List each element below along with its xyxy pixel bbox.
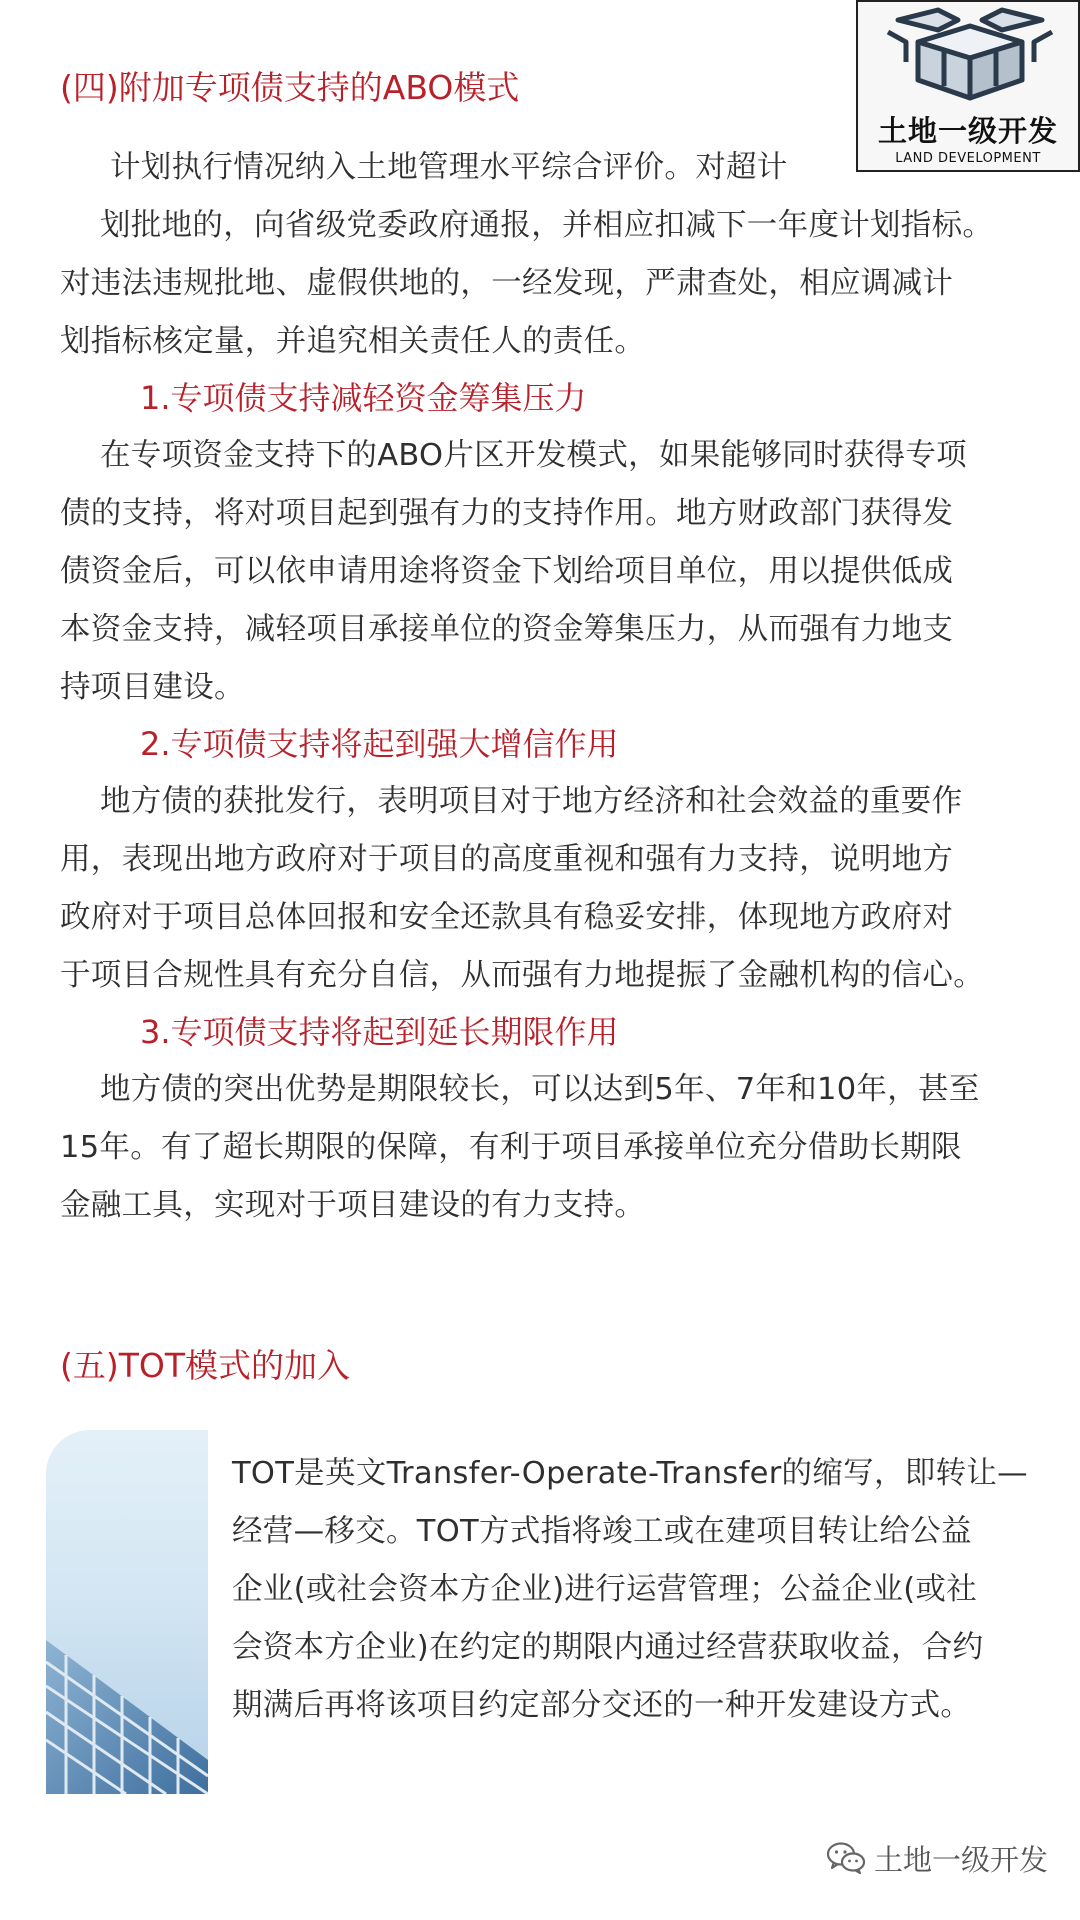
paragraph-line: 本资金支持，减轻项目承接单位的资金筹集压力，从而强有力地支	[60, 612, 954, 647]
paragraph-line: 会资本方企业)在约定的期限内通过经营获取收益，合约	[232, 1630, 984, 1665]
building-image	[46, 1430, 208, 1794]
section-5-heading: (五)TOT模式的加入	[60, 1346, 351, 1385]
account-watermark	[826, 1838, 1048, 1878]
section-4-heading: (四)附加专项债支持的ABO模式	[60, 68, 520, 107]
point-3-title: 3.专项债支持将起到延长期限作用	[140, 1013, 619, 1051]
paragraph-line: 对违法违规批地、虚假供地的，一经发现，严肃查处，相应调减计	[60, 266, 954, 301]
point-1-title: 1.专项债支持减轻资金筹集压力	[140, 379, 587, 417]
paragraph-line: 地方债的突出优势是期限较长，可以达到5年、7年和10年，甚至	[100, 1072, 980, 1107]
paragraph-line: 于项目合规性具有充分自信，从而强有力地提振了金融机构的信心。	[60, 958, 984, 993]
paragraph-line: 企业(或社会资本方企业)进行运营管理；公益企业(或社	[232, 1572, 977, 1607]
paragraph-line: 用，表现出地方政府对于项目的高度重视和强有力支持，说明地方	[60, 842, 954, 877]
paragraph-line: 在专项资金支持下的ABO片区开发模式，如果能够同时获得专项	[100, 438, 967, 473]
logo-emblem-icon	[858, 2, 1080, 114]
brand-logo	[856, 0, 1080, 172]
paragraph-line: 计划执行情况纳入土地管理水平综合评价。对超计	[110, 150, 788, 185]
wechat-icon	[826, 1841, 866, 1875]
paragraph-line: 划指标核定量，并追究相关责任人的责任。	[60, 324, 646, 359]
paragraph-line: TOT是英文Transfer-Operate-Transfer的缩写，即转让—	[232, 1456, 1028, 1491]
paragraph-line: 政府对于项目总体回报和安全还款具有稳妥安排，体现地方政府对	[60, 900, 954, 935]
logo-title: 土地一级开发	[877, 116, 1058, 148]
glass-building-illustration	[46, 1430, 208, 1794]
paragraph-line: 债的支持，将对项目起到强有力的支持作用。地方财政部门获得发	[60, 496, 954, 531]
account-name: 土地一级开发	[874, 1842, 1049, 1877]
paragraph-line: 15年。有了超长期限的保障，有利于项目承接单位充分借助长期限	[60, 1130, 962, 1165]
paragraph-line: 经营—移交。TOT方式指将竣工或在建项目转让给公益	[232, 1514, 972, 1549]
paragraph-line: 划批地的，向省级党委政府通报，并相应扣减下一年度计划指标。	[100, 208, 994, 243]
paragraph-line: 持项目建设。	[60, 670, 245, 705]
point-2-title: 2.专项债支持将起到强大增信作用	[140, 725, 619, 763]
paragraph-line: 期满后再将该项目约定部分交还的一种开发建设方式。	[232, 1688, 972, 1723]
paragraph-line: 金融工具，实现对于项目建设的有力支持。	[60, 1188, 646, 1223]
paragraph-line: 债资金后，可以依申请用途将资金下划给项目单位，用以提供低成	[60, 554, 954, 589]
logo-subtitle: LAND DEVELOPMENT	[895, 151, 1041, 166]
paragraph-line: 地方债的获批发行，表明项目对于地方经济和社会效益的重要作	[100, 784, 963, 819]
